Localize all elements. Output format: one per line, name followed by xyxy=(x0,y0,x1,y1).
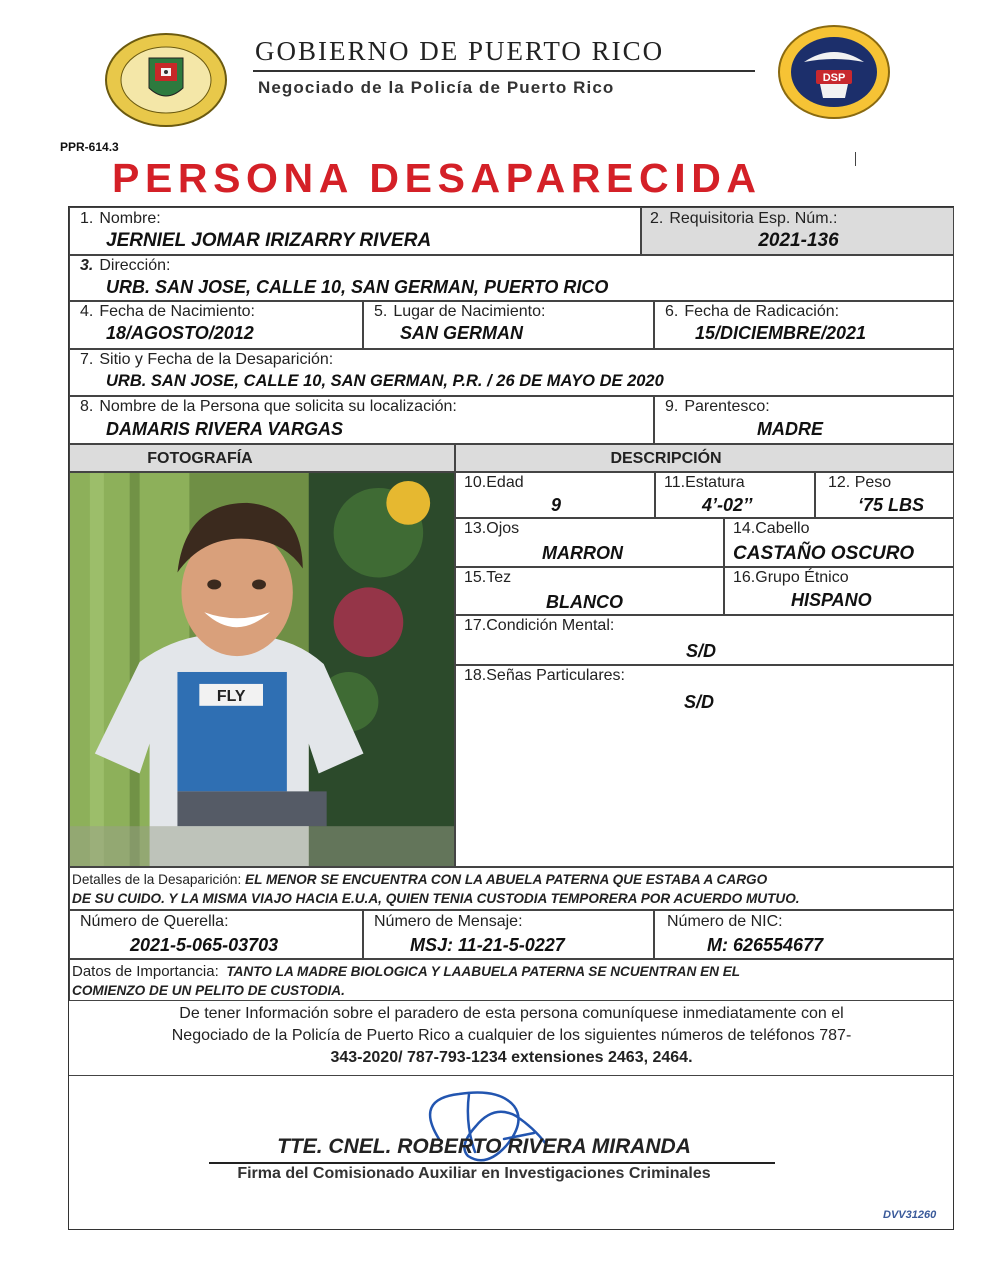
missing-person-form xyxy=(68,206,954,1230)
field-label: Estatura xyxy=(685,474,745,491)
field-number: 8. xyxy=(80,398,94,415)
description-heading: DESCRIPCIÓN xyxy=(610,450,722,467)
dsp-seal-abbr: DSP xyxy=(822,72,846,84)
field-number: 16. xyxy=(733,569,756,586)
field-detalles xyxy=(69,867,954,910)
fecha-radicacion-value: 15/DICIEMBRE/2021 xyxy=(695,323,867,343)
sitio-fecha-value: URB. SAN JOSE, CALLE 10, SAN GERMAN, P.R. / 26 DE MAYO DE 2020 xyxy=(106,372,664,390)
agency-heading: Negociado de la Policía de Puerto Rico xyxy=(258,78,615,97)
mensaje-value: MSJ: 11-21-5-0227 xyxy=(410,935,565,955)
field-label: Cabello xyxy=(755,520,810,537)
field-fecha-radicacion xyxy=(654,301,954,349)
field-label: Edad xyxy=(486,474,524,491)
field-label: Peso xyxy=(854,474,892,491)
shirt-print: FLY xyxy=(216,687,246,705)
parentesco-value: MADRE xyxy=(757,419,823,439)
field-solicitante xyxy=(69,396,654,444)
field-nombre xyxy=(69,207,641,255)
nic-label: Número de NIC: xyxy=(667,913,783,930)
desc-grupo-etnico xyxy=(724,567,954,615)
field-lugar-nacimiento xyxy=(363,301,654,349)
importancia-text xyxy=(72,962,952,1000)
detalles-text xyxy=(72,870,952,908)
field-number: 1. xyxy=(80,210,94,227)
importancia-label: Datos de Importancia: xyxy=(72,963,219,980)
desc-peso xyxy=(815,472,954,518)
field-number: 3. xyxy=(80,257,94,274)
ojos-value: MARRON xyxy=(542,543,623,563)
peso-value: ‘75 LBS xyxy=(858,495,925,515)
fecha-nacimiento-value: 18/AGOSTO/2012 xyxy=(106,323,254,343)
contact-line2: Negociado de la Policía de Puerto Rico a cualquier de los siguientes números de teléfonos 787- xyxy=(171,1027,852,1044)
desc-tez xyxy=(455,567,724,615)
field-number: 18. xyxy=(464,667,487,684)
importancia-line2: COMIENZO DE UN PELITO DE CUSTODIA. xyxy=(72,983,345,998)
field-number: 12. xyxy=(828,474,851,491)
lugar-nacimiento-value: SAN GERMAN xyxy=(400,323,524,343)
field-parentesco xyxy=(654,396,954,444)
field-mensaje xyxy=(363,910,654,959)
field-fecha-nacimiento xyxy=(69,301,363,349)
field-number: 6. xyxy=(665,303,679,320)
photo-section-header xyxy=(69,444,455,472)
signatory-name: TTE. CNEL. ROBERTO RIVERA MIRANDA xyxy=(277,1135,691,1158)
condicion-mental-value: S/D xyxy=(686,641,717,661)
mensaje-label: Número de Mensaje: xyxy=(374,913,523,930)
photo-heading: FOTOGRAFÍA xyxy=(147,450,253,467)
field-number: 11. xyxy=(664,474,686,491)
nic-value: M: 626554677 xyxy=(707,935,824,955)
tez-value: BLANCO xyxy=(546,592,623,612)
nombre-value: JERNIEL JOMAR IRIZARRY RIVERA xyxy=(106,230,432,251)
field-number: 9. xyxy=(665,398,679,415)
desc-ojos xyxy=(455,518,724,567)
grupo-etnico-value: HISPANO xyxy=(791,590,872,610)
field-label: Condición Mental: xyxy=(486,617,615,634)
senas-particulares-value: S/D xyxy=(684,692,715,712)
field-label: Ojos xyxy=(486,520,520,537)
field-label: Nombre de la Persona que solicita su localización: xyxy=(99,398,457,415)
direccion-value: URB. SAN JOSE, CALLE 10, SAN GERMAN, PUERTO RICO xyxy=(106,277,609,297)
desc-estatura xyxy=(655,472,815,518)
detalles-label: Detalles de la Desaparición: xyxy=(72,872,242,887)
field-number: 15. xyxy=(464,569,487,586)
requisitoria-value: 2021-136 xyxy=(758,230,839,251)
field-direccion xyxy=(69,255,954,301)
dsp-seal xyxy=(776,24,892,120)
field-requisitoria xyxy=(641,207,954,255)
document-code: DVV31260 xyxy=(883,1209,937,1221)
field-label: Nombre: xyxy=(99,210,161,227)
form-code: PPR-614.3 xyxy=(60,140,119,154)
field-label: Señas Particulares: xyxy=(486,667,625,684)
description-section-header xyxy=(455,444,954,472)
field-nic xyxy=(654,910,954,959)
government-heading: GOBIERNO DE PUERTO RICO xyxy=(255,36,665,66)
desc-senas-particulares xyxy=(455,665,954,867)
field-querella xyxy=(69,910,363,959)
field-importancia xyxy=(69,959,954,1001)
field-label: Sitio y Fecha de la Desaparición: xyxy=(99,351,334,368)
field-number: 10. xyxy=(464,474,487,491)
page-title: PERSONA DESAPARECIDA xyxy=(112,155,762,201)
detalles-line2: DE SU CUIDO. Y LA MISMA VIAJO HACIA E.U.A, QUIEN TENIA CUSTODIA TEMPORERA POR ACUERDO MUTUO. xyxy=(72,891,800,906)
contact-info xyxy=(69,1003,954,1069)
solicitante-value: DAMARIS RIVERA VARGAS xyxy=(106,419,344,439)
contact-line1: De tener Información sobre el paradero de esta persona comuníquese inmediatamente con el xyxy=(179,1005,844,1022)
field-label: Fecha de Radicación: xyxy=(684,303,840,320)
signatory-title: Firma del Comisionado Auxiliar en Investigaciones Criminales xyxy=(237,1165,711,1182)
field-number: 14. xyxy=(733,520,756,537)
field-number: 2. xyxy=(650,210,664,227)
field-label: Fecha de Nacimiento: xyxy=(99,303,255,320)
desc-cabello xyxy=(724,518,954,567)
querella-value: 2021-5-065-03703 xyxy=(130,935,279,955)
querella-label: Número de Querella: xyxy=(80,913,229,930)
field-label: Lugar de Nacimiento: xyxy=(393,303,546,320)
tick-mark xyxy=(855,152,856,166)
desc-edad xyxy=(455,472,655,518)
header-rule xyxy=(253,70,755,72)
estatura-value: 4’-02’’ xyxy=(702,495,753,515)
field-number: 4. xyxy=(80,303,94,320)
detalles-line1: EL MENOR SE ENCUENTRA CON LA ABUELA PATERNA QUE ESTABA A CARGO xyxy=(245,872,768,887)
field-number: 13. xyxy=(464,520,487,537)
signature-rule xyxy=(209,1162,775,1164)
field-label: Tez xyxy=(486,569,512,586)
importancia-line1: TANTO LA MADRE BIOLOGICA Y LAABUELA PATERNA SE NCUENTRAN EN EL xyxy=(226,964,741,979)
puerto-rico-government-seal xyxy=(103,32,229,128)
contact-line3: 343-2020/ 787-793-1234 extensiones 2463, 2464. xyxy=(330,1049,693,1066)
missing-person-photo xyxy=(69,472,455,867)
field-number: 17. xyxy=(464,617,487,634)
field-number: 5. xyxy=(374,303,388,320)
desc-condicion-mental xyxy=(455,615,954,665)
field-label: Grupo Étnico xyxy=(755,569,849,586)
field-label: Parentesco: xyxy=(684,398,770,415)
cabello-value: CASTAÑO OSCURO xyxy=(733,543,915,564)
field-label: Requisitoria Esp. Núm.: xyxy=(669,210,838,227)
edad-value: 9 xyxy=(550,495,561,515)
field-number: 7. xyxy=(80,351,94,368)
field-sitio-fecha xyxy=(69,349,954,396)
contact-divider xyxy=(69,1075,954,1076)
field-label: Dirección: xyxy=(99,257,171,274)
